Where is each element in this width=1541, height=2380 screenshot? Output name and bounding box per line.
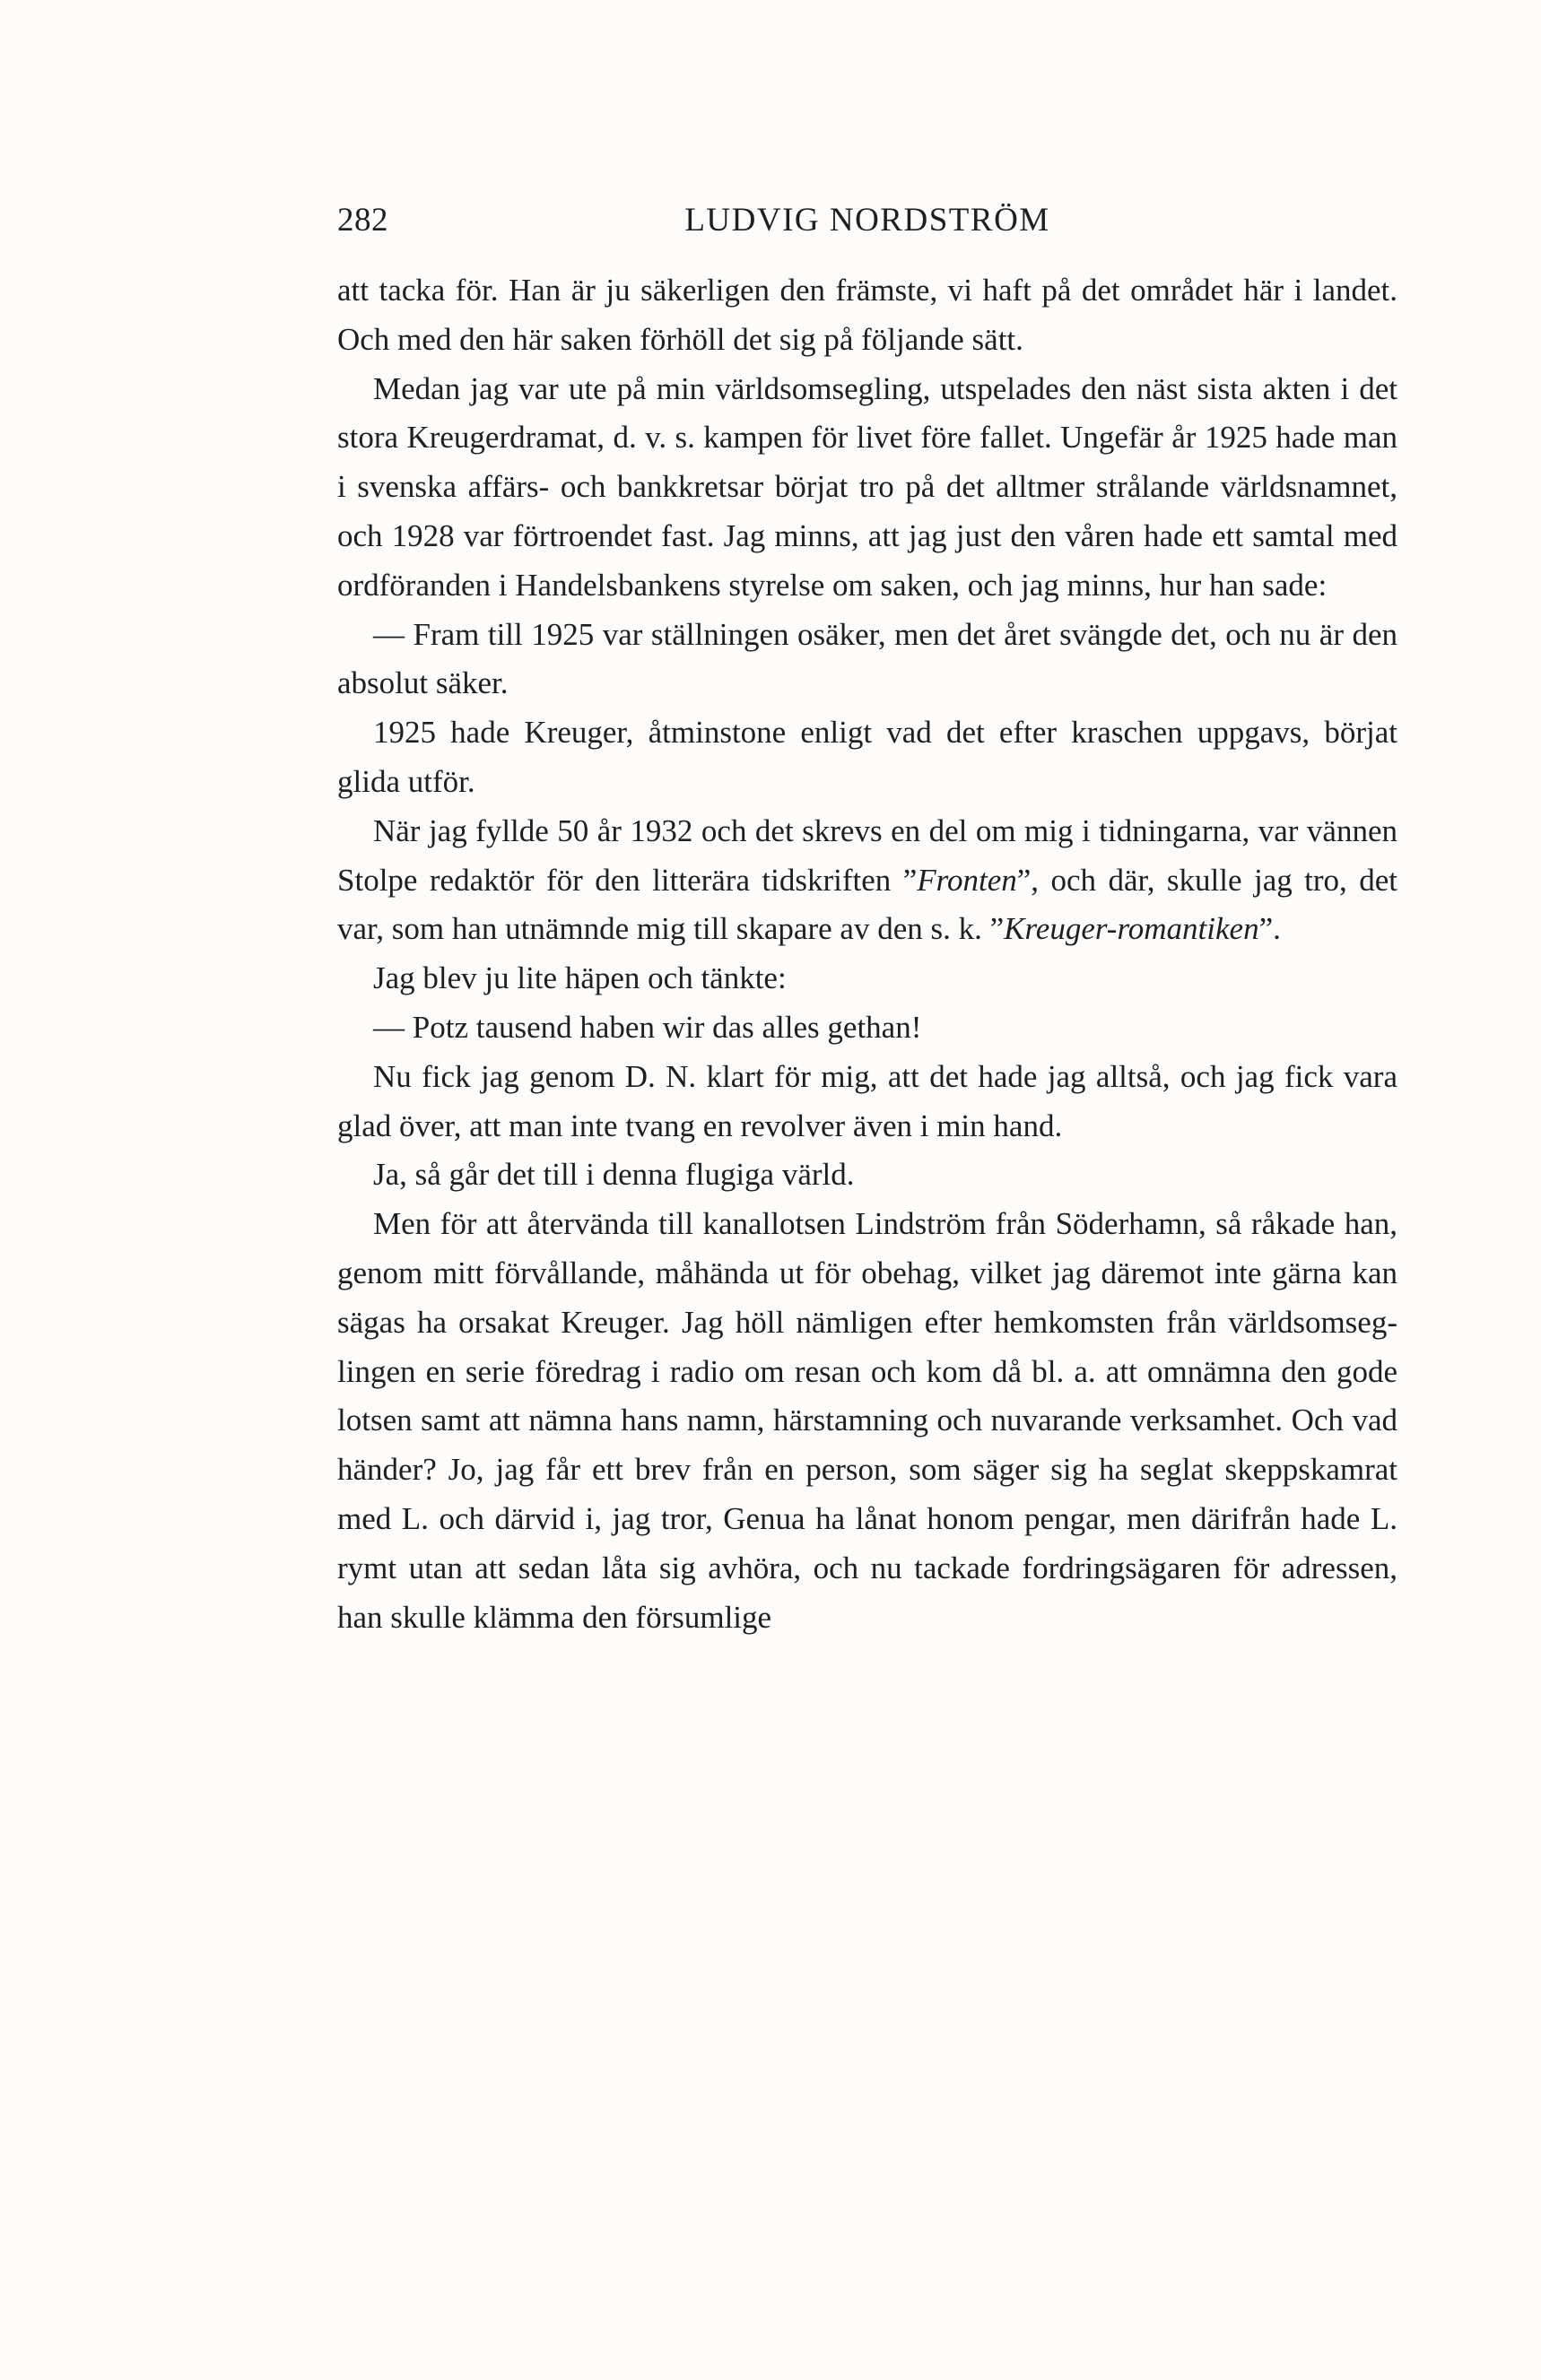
- paragraph-text: ”, och där, skulle jag tro, det var, som han utnämnde mig till skapare av den s. k. ”: [337, 862, 1397, 947]
- paragraph: Ja, så går det till i denna flugiga värld.: [373, 1157, 855, 1193]
- paragraph: Men för att återvända till kanallotsen Lindström från Söderhamn, så råkade han, genom mitt förvållande, måhända ut för obehag, vilket jag däremot inte gärna kan sägas ha orsakat Kreuger. Jag höll nämligen efter hemkomsten från världsomseglingen en serie föredrag i radio om resan och kom då bl. a. att omnämna den gode lotsen samt att nämna hans namn, härstamning och nuvarande verksamhet. Och vad händer? Jo, jag får ett brev från en person, som säger sig ha seglat skeppskamrat med L. och därvid i, jag tror, Genua ha lånat honom pengar, men därifrån hade L. rymt utan att sedan låta sig avhöra, och nu tackade fordringsägaren för adressen, han skulle klämma den försumlige: [337, 1206, 1397, 1635]
- dialogue-line: — Potz tausend haben wir das alles gethan!: [373, 1009, 922, 1045]
- paragraph: [337, 807, 1397, 954]
- paragraph: Jag blev ju lite häpen och tänkte:: [373, 960, 787, 996]
- magazine-title: Fronten: [917, 862, 1017, 898]
- body-text: [337, 266, 1397, 1642]
- page-number: 282: [337, 202, 388, 239]
- paragraph: 1925 hade Kreuger, åtminstone enligt vad det efter kraschen uppgavs, börjat glida utför.: [337, 715, 1397, 799]
- running-title: LUDVIG NORDSTRÖM: [684, 202, 1050, 239]
- paragraph: Nu fick jag genom D. N. klart för mig, att det hade jag alltså, och jag fick vara glad över, att man inte tvang en revolver även i min hand.: [337, 1058, 1397, 1143]
- paragraph: Medan jag var ute på min världsomsegling, utspelades den näst sista akten i det stora Kreugerdramat, d. v. s. kampen för livet före fallet. Ungefär år 1925 hade man i svenska affärs- och bankkretsar börjat tro på det alltmer strålande världsnamnet, och 1928 var förtroendet fast. Jag minns, att jag just den våren hade ett samtal med ordföranden i Handelsbankens styrelse om saken, och jag minns, hur han sade:: [337, 370, 1397, 603]
- quoted-term: Kreuger-romantiken: [1004, 911, 1259, 947]
- paragraph-text: ”.: [1258, 911, 1281, 947]
- paragraph-text: När jag fyllde 50 år 1932 och det skrevs en del om mig i tidningarna, var vännen Stolpe redaktör för den litterära tidskriften ”: [337, 812, 1397, 898]
- paragraph: att tacka för. Han är ju säkerligen den främste, vi haft på det området här i landet. Och med den här saken förhöll det sig på följande sätt.: [337, 273, 1397, 357]
- running-head: [337, 195, 1397, 246]
- dialogue-line: — Fram till 1925 var ställningen osäker, men det året svängde det, och nu är den absolut säker.: [337, 616, 1397, 701]
